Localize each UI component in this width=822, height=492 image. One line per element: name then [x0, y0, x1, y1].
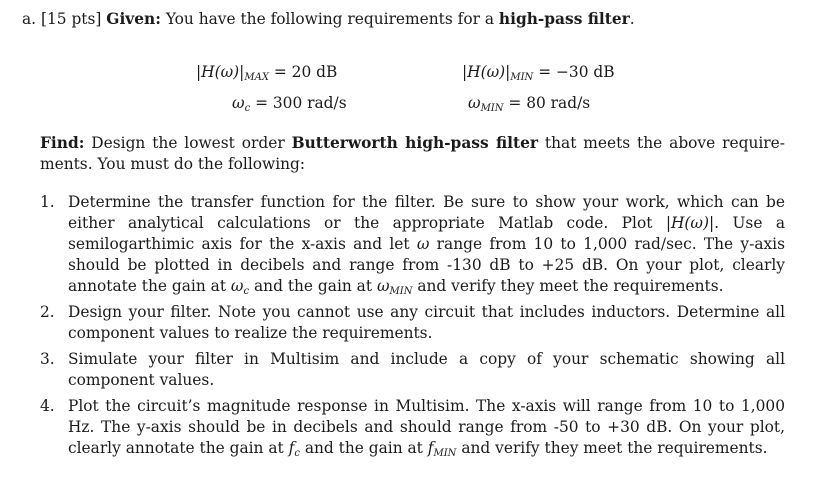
find-label: Find:: [40, 134, 85, 152]
requirement-wc: [232, 93, 347, 114]
task1-math4-sub: MIN: [389, 286, 413, 297]
task1-math1: |H(ω)|: [665, 214, 715, 232]
task4-text-b: and the gain at: [299, 439, 428, 457]
find-paragraph: [40, 133, 785, 175]
task-number: 4.: [40, 397, 55, 415]
wmin-sub: MIN: [480, 103, 504, 114]
list-item: [40, 302, 785, 344]
hmax-value: = 20 dB: [273, 63, 338, 81]
task1-math2: ω: [416, 235, 430, 253]
wc-lhs: ω: [232, 94, 245, 112]
list-item: [40, 349, 785, 391]
task1-text-c: range from 10 to 1,000 rad/sec. The y-axis should be plotted in decibels and range from -130 dB to +25 dB. On your plot, clearly annotate the gain at: [68, 235, 785, 295]
wc-value: = 300 rad/s: [255, 94, 347, 112]
requirement-hmax: [196, 62, 337, 83]
list-item: [40, 192, 785, 297]
task1-math3-sub: c: [243, 286, 250, 297]
wc-sub: c: [244, 103, 251, 114]
hmin-value: = −30 dB: [538, 63, 615, 81]
wmin-value: = 80 rad/s: [508, 94, 591, 112]
wmin-lhs: ω: [468, 94, 481, 112]
task4-math1-sub: c: [294, 448, 300, 459]
find-text-a: Design the lowest order: [91, 134, 285, 152]
list-item: [40, 396, 785, 459]
given-label: Given:: [106, 10, 161, 28]
task4-text-a: Plot the circuit’s magnitude response in Multisim. The x-axis will range from 10 to 1,000 Hz. The y-axis should be in decibels and should range from -50 to +30 dB. On your plot, clearly annotate the gain at: [68, 397, 785, 457]
task4-math2: f: [427, 439, 434, 457]
task4-math2-sub: MIN: [433, 448, 457, 459]
find-text-b: that meets the above require- ments. You must do the following:: [40, 134, 785, 173]
task1-text-b: . Use a semilogarthimic axis for the x-axis and let: [68, 214, 785, 253]
task-number: 2.: [40, 303, 55, 321]
task3-text: Simulate your filter in Multisim and include a copy of your schematic showing all component values.: [68, 350, 785, 389]
task-number: 1.: [40, 193, 55, 211]
hmax-sub: MAX: [244, 72, 269, 83]
task4-math1: f: [288, 439, 295, 457]
filter-type: high-pass filter: [498, 10, 630, 28]
task1-text-a: Determine the transfer function for the filter. Be sure to show your work, which can be either analytical calculations or the appropriate Matlab code. Plot: [68, 193, 785, 232]
task-list: [40, 192, 785, 464]
task1-math3: ω: [230, 277, 244, 295]
find-bold: Butterworth high-pass filter: [291, 134, 539, 152]
given-text: You have the following requirements for a: [165, 10, 495, 28]
problem-header: [22, 9, 635, 30]
task1-text-e: and verify they meet the requirements.: [412, 277, 724, 295]
requirement-hmin: [462, 62, 615, 83]
hmin-lhs: |H(ω)|: [462, 63, 511, 81]
task2-text: Design your filter. Note you cannot use any circuit that includes inductors. Determine all component values to realize the requirements.: [68, 303, 785, 342]
task1-math4: ω: [376, 277, 390, 295]
requirement-wmin: [468, 93, 590, 114]
hmax-lhs: |H(ω)|: [196, 63, 245, 81]
task4-text-c: and verify they meet the requirements.: [456, 439, 768, 457]
header-period: .: [629, 10, 635, 28]
task-number: 3.: [40, 350, 55, 368]
task1-text-d: and the gain at: [249, 277, 377, 295]
problem-number: a. [15 pts]: [22, 10, 102, 28]
hmin-sub: MIN: [510, 72, 534, 83]
